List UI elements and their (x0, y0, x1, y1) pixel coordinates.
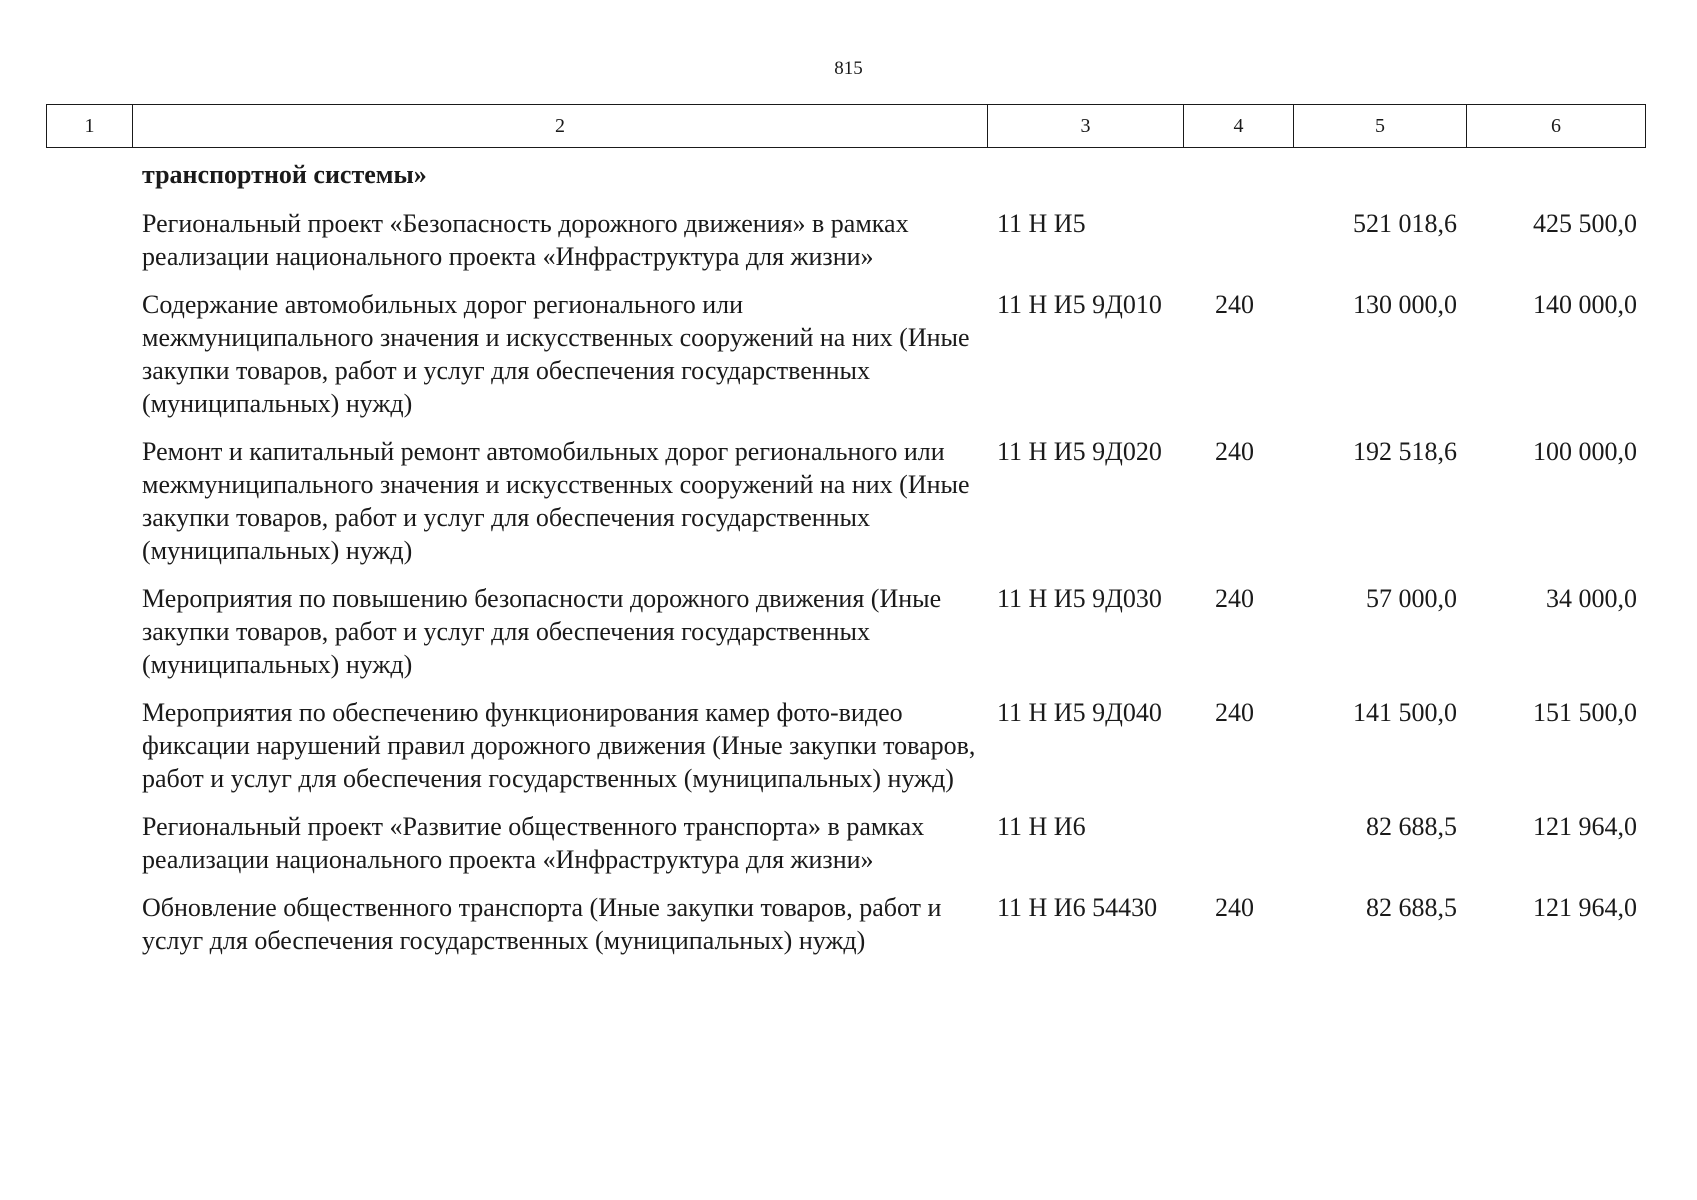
row-value-col5: 82 688,5 (1366, 893, 1457, 922)
row-number (46, 435, 132, 567)
table-row (46, 435, 1645, 567)
table-row (46, 891, 1645, 957)
row-value-col6: 121 964,0 (1533, 893, 1637, 922)
row-number (46, 891, 132, 957)
page-number: 815 (834, 58, 863, 79)
row-value-col6: 151 500,0 (1533, 698, 1637, 727)
row-type (1183, 158, 1293, 191)
row-code: 11 Н И5 9Д020 (997, 437, 1162, 466)
table-row (46, 288, 1645, 420)
column-header-6: 6 (1467, 105, 1646, 148)
row-value-col6: 121 964,0 (1533, 812, 1637, 841)
row-code: 11 Н И6 (997, 812, 1086, 841)
row-type: 240 (1215, 290, 1254, 319)
row-value-col5: 141 500,0 (1353, 698, 1457, 727)
column-header-4: 4 (1184, 105, 1294, 148)
table-row (46, 158, 1645, 191)
row-type (1183, 207, 1293, 273)
row-name: Мероприятия по обеспечению функционирования камер фото-видео фиксации нарушений правил дорожного движения (Иные закупки товаров, работ и услуг для обеспечения государственных (муниципальных) нужд) (142, 698, 976, 793)
row-type: 240 (1215, 893, 1254, 922)
row-type (1183, 810, 1293, 876)
row-name: Ремонт и капитальный ремонт автомобильных дорог регионального или межмуниципального значения и искусственных сооружений на них (Иные закупки товаров, работ и услуг для обеспечения государственных (муниципальных) нужд) (142, 437, 970, 565)
row-name: транспортной системы» (142, 160, 427, 189)
row-number (46, 207, 132, 273)
column-header-2: 2 (133, 105, 988, 148)
table-row (46, 696, 1645, 795)
row-number (46, 810, 132, 876)
row-code: 11 Н И5 9Д010 (997, 290, 1162, 319)
row-value-col6: 140 000,0 (1533, 290, 1637, 319)
column-header-row (47, 105, 1646, 148)
table-row (46, 207, 1645, 273)
row-number (46, 582, 132, 681)
row-value-col6: 425 500,0 (1533, 209, 1637, 238)
row-code: 11 Н И5 9Д040 (997, 698, 1162, 727)
column-header-3: 3 (988, 105, 1184, 148)
row-number (46, 158, 132, 191)
column-header-5: 5 (1294, 105, 1467, 148)
row-value-col5: 57 000,0 (1366, 584, 1457, 613)
row-name: Содержание автомобильных дорог регионального или межмуниципального значения и искусственных сооружений на них (Иные закупки товаров, работ и услуг для обеспечения государственных (муниципальных) нужд) (142, 290, 970, 418)
row-value-col6: 34 000,0 (1546, 584, 1637, 613)
row-code: 11 Н И6 54430 (997, 893, 1158, 922)
row-value-col5: 192 518,6 (1353, 437, 1457, 466)
budget-table-body (46, 158, 1645, 972)
row-value-col5: 521 018,6 (1353, 209, 1457, 238)
row-value-col5 (1293, 158, 1466, 191)
column-header-table (46, 104, 1646, 148)
row-value-col6: 100 000,0 (1533, 437, 1637, 466)
table-row (46, 582, 1645, 681)
row-name: Региональный проект «Развитие общественного транспорта» в рамках реализации национального проекта «Инфраструктура для жизни» (142, 812, 925, 874)
row-code (987, 158, 1183, 191)
row-type: 240 (1215, 584, 1254, 613)
row-type: 240 (1215, 698, 1254, 727)
row-value-col5: 82 688,5 (1366, 812, 1457, 841)
row-number (46, 288, 132, 420)
row-value-col5: 130 000,0 (1353, 290, 1457, 319)
row-name: Обновление общественного транспорта (Иные закупки товаров, работ и услуг для обеспечения государственных (муниципальных) нужд) (142, 893, 942, 955)
row-code: 11 Н И5 (997, 209, 1086, 238)
row-name: Региональный проект «Безопасность дорожного движения» в рамках реализации национального проекта «Инфраструктура для жизни» (142, 209, 909, 271)
row-type: 240 (1215, 437, 1254, 466)
column-header-1: 1 (47, 105, 133, 148)
row-code: 11 Н И5 9Д030 (997, 584, 1162, 613)
row-value-col6 (1466, 158, 1645, 191)
table-row (46, 810, 1645, 876)
row-name: Мероприятия по повышению безопасности дорожного движения (Иные закупки товаров, работ и услуг для обеспечения государственных (муниципальных) нужд) (142, 584, 942, 679)
row-number (46, 696, 132, 795)
